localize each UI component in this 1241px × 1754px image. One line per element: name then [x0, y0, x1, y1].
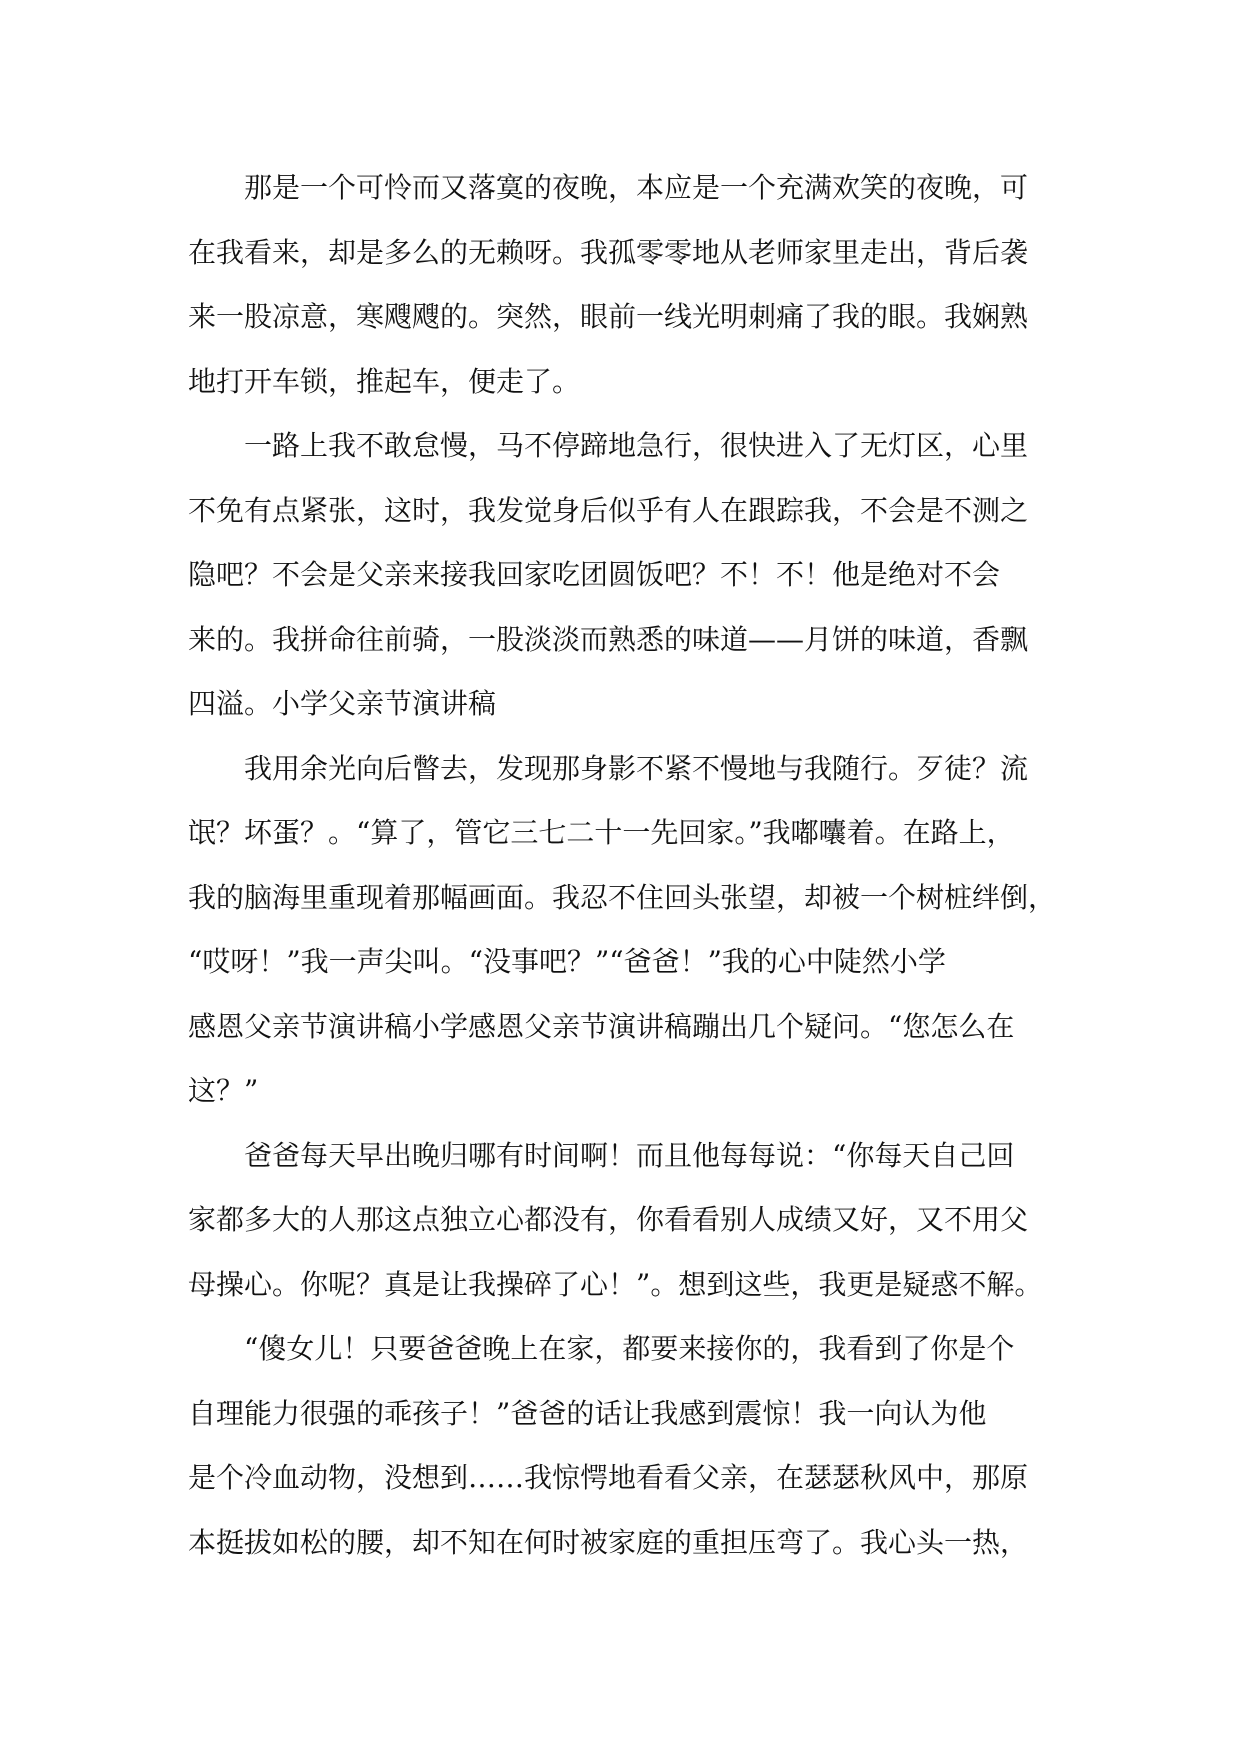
text-line: 爸爸每天早出晚归哪有时间啊！而且他每每说：“你每天自己回	[244, 1138, 1015, 1172]
text-line: 氓？坏蛋？。“算了，管它三七二十一先回家。”我嘟囔着。在路上，	[188, 816, 1015, 849]
text-line: 来一股凉意，寒飕飕的。突然，眼前一线光明刺痛了我的眼。我娴熟	[188, 300, 1029, 333]
paragraph-1	[188, 156, 1056, 414]
text-line: 是个冷血动物，没想到……我惊愕地看看父亲，在瑟瑟秋风中，那原	[188, 1461, 1029, 1494]
text-line: 一路上我不敢怠慢，马不停蹄地急行，很快进入了无灯区，心里	[244, 429, 1029, 462]
article-body	[188, 156, 1056, 1575]
text-line: 母操心。你呢？真是让我操碎了心！”。想到这些，我更是疑惑不解。	[188, 1267, 1043, 1301]
text-line: 我的脑海里重现着那幅画面。我忍不住回头张望，却被一个树桩绊倒，	[188, 880, 1057, 914]
text-line: 那是一个可怜而又落寞的夜晚，本应是一个充满欢笑的夜晚，可	[244, 171, 1029, 204]
text-line: 四溢。小学父亲节演讲稿	[188, 687, 497, 720]
text-line: 我用余光向后瞥去，发现那身影不紧不慢地与我随行。歹徒？流	[244, 751, 1029, 785]
text-line: “傻女儿！只要爸爸晚上在家，都要来接你的，我看到了你是个	[244, 1332, 1015, 1365]
text-line: 本挺拔如松的腰，却不知在何时被家庭的重担压弯了。我心头一热，	[188, 1525, 1029, 1559]
paragraph-4	[188, 1124, 1056, 1318]
text-line: 来的。我拼命往前骑，一股淡淡而熟悉的味道——月饼的味道，香飘	[188, 622, 1029, 656]
paragraph-2	[188, 414, 1056, 737]
text-line: 地打开车锁，推起车，便走了。	[188, 364, 581, 398]
text-line: 隐吧？不会是父亲来接我回家吃团圆饭吧？不！不！他是绝对不会	[188, 558, 1001, 591]
text-line: “哎呀！”我一声尖叫。“没事吧？”“爸爸！”我的心中陡然小学	[188, 945, 946, 978]
text-line: 感恩父亲节演讲稿小学感恩父亲节演讲稿蹦出几个疑问。“您怎么在	[188, 1009, 1015, 1043]
text-line: 家都多大的人那这点独立心都没有，你看看别人成绩又好，又不用父	[188, 1203, 1029, 1236]
text-line: 不免有点紧张，这时，我发觉身后似乎有人在跟踪我，不会是不测之	[188, 493, 1029, 527]
paragraph-5	[188, 1317, 1056, 1575]
text-line: 在我看来，却是多么的无赖呀。我孤零零地从老师家里走出，背后袭	[188, 235, 1029, 269]
text-line: 这？”	[188, 1074, 259, 1107]
paragraph-3	[188, 737, 1056, 1124]
text-line: 自理能力很强的乖孩子！”爸爸的话让我感到震惊！我一向认为他	[188, 1396, 987, 1430]
